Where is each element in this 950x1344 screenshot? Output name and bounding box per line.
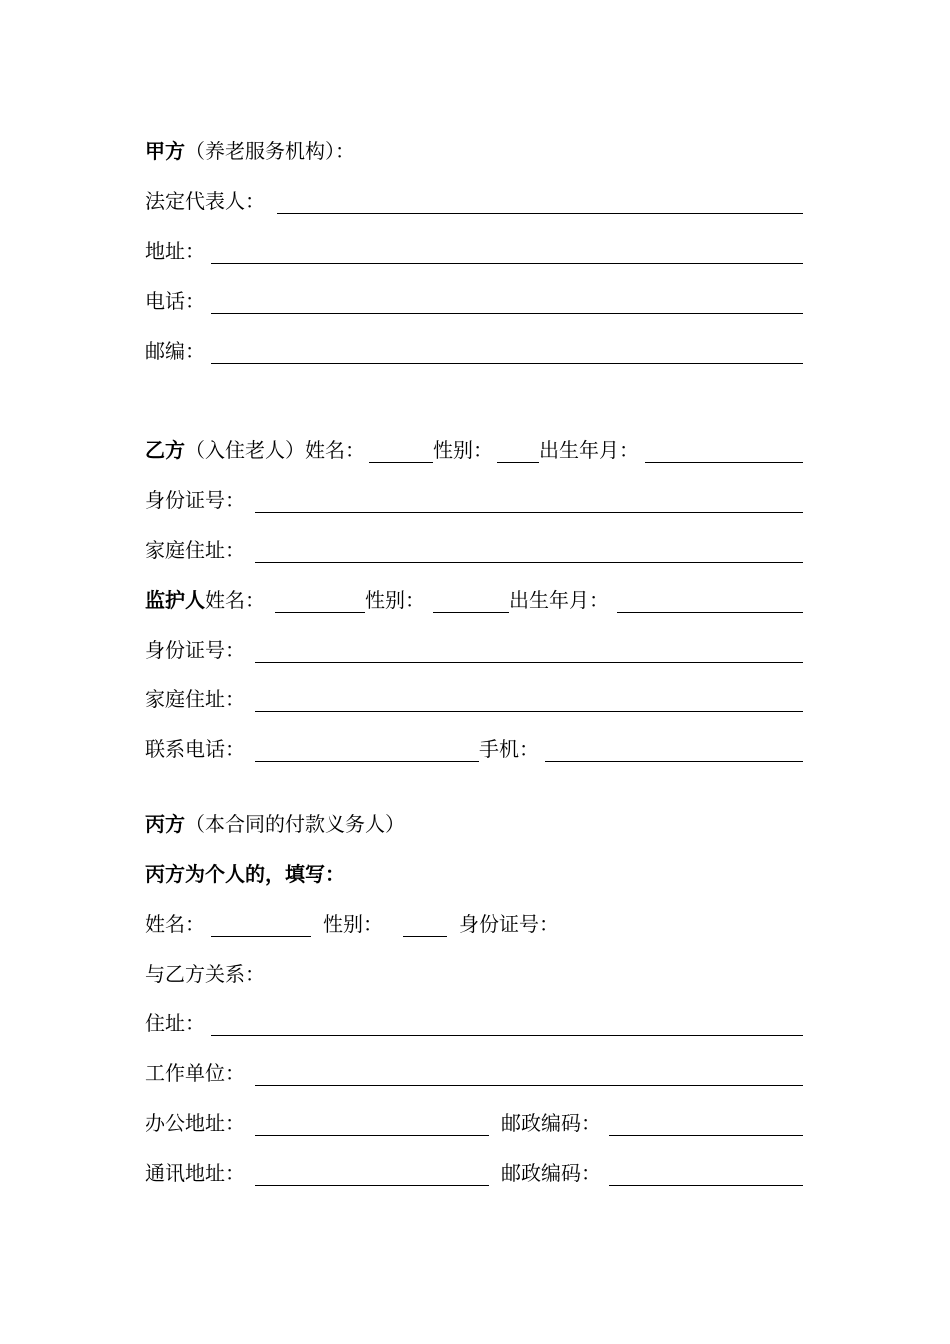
party-a-address-label: 地址： <box>145 239 205 263</box>
party-a-postcode-label: 邮编： <box>145 339 205 363</box>
party-c-address-field[interactable] <box>211 1013 803 1036</box>
party-b-birth-field[interactable] <box>645 440 803 463</box>
party-b-home-address-label: 家庭住址： <box>145 538 245 562</box>
party-a-heading-row <box>145 138 803 164</box>
party-c-name-label: 姓名： <box>145 912 205 936</box>
party-c-office-address-label: 办公地址： <box>145 1111 245 1135</box>
party-a-phone-row <box>145 288 803 314</box>
party-c-work-unit-label: 工作单位： <box>145 1061 245 1085</box>
contact-phone-field[interactable] <box>255 739 479 762</box>
guardian-id-label: 身份证号： <box>145 638 245 662</box>
party-c-office-postcode-field[interactable] <box>609 1113 803 1136</box>
guardian-heading: 监护人 <box>145 588 205 612</box>
mobile-field[interactable] <box>545 739 803 762</box>
party-c-heading-row <box>145 811 803 837</box>
party-c-address-label: 住址： <box>145 1011 205 1035</box>
party-a-phone-label: 电话： <box>145 289 205 313</box>
party-a-postcode-row <box>145 338 803 364</box>
party-c-office-address-field[interactable] <box>255 1113 489 1136</box>
party-b-heading-row <box>145 437 803 463</box>
party-b-id-field[interactable] <box>255 490 803 513</box>
legal-rep-label: 法定代表人： <box>145 189 265 213</box>
party-c-office-row <box>145 1110 803 1136</box>
party-c-office-postcode-label: 邮政编码： <box>501 1111 601 1135</box>
guardian-home-address-row <box>145 686 803 712</box>
guardian-birth-label: 出生年月： <box>509 588 609 612</box>
party-c-mail-postcode-field[interactable] <box>609 1163 803 1186</box>
party-b-home-address-row <box>145 537 803 563</box>
guardian-contact-row <box>145 736 803 762</box>
party-b-heading: 乙方 <box>145 438 185 462</box>
party-a-address-row <box>145 238 803 264</box>
party-a-heading-note: （养老服务机构）： <box>185 139 355 163</box>
party-c-work-unit-field[interactable] <box>255 1063 803 1086</box>
legal-rep-field[interactable] <box>277 191 803 214</box>
party-c-relation-row <box>145 961 803 987</box>
mobile-label: 手机： <box>479 737 539 761</box>
party-c-id-label: 身份证号： <box>459 912 559 936</box>
legal-rep-row <box>145 188 803 214</box>
party-b-id-label: 身份证号： <box>145 488 245 512</box>
party-c-gender-label: 性别： <box>323 912 383 936</box>
party-b-birth-label: 出生年月： <box>539 438 639 462</box>
party-c-heading: 丙方 <box>145 812 185 836</box>
guardian-gender-label: 性别： <box>365 588 425 612</box>
party-c-mail-address-field[interactable] <box>255 1163 489 1186</box>
guardian-id-row <box>145 637 803 663</box>
party-a-heading: 甲方 <box>145 139 185 163</box>
party-c-mail-address-label: 通讯地址： <box>145 1161 245 1185</box>
contact-phone-label: 联系电话： <box>145 737 245 761</box>
party-c-name-field[interactable] <box>211 914 311 937</box>
party-c-mail-postcode-label: 邮政编码： <box>501 1161 601 1185</box>
party-c-heading-note: （本合同的付款义务人） <box>185 812 405 836</box>
party-b-name-field[interactable] <box>369 440 433 463</box>
guardian-name-label: 姓名： <box>205 588 265 612</box>
party-a-postcode-field[interactable] <box>211 341 803 364</box>
guardian-gender-field[interactable] <box>433 590 509 613</box>
party-c-work-unit-row <box>145 1060 803 1086</box>
party-c-relation-label: 与乙方关系： <box>145 962 265 986</box>
guardian-id-field[interactable] <box>255 640 803 663</box>
party-b-gender-field[interactable] <box>497 440 539 463</box>
party-c-name-row <box>145 911 803 937</box>
party-c-mail-row <box>145 1160 803 1186</box>
party-a-phone-field[interactable] <box>211 291 803 314</box>
guardian-birth-field[interactable] <box>617 590 803 613</box>
party-b-id-row <box>145 487 803 513</box>
party-b-heading-note: （入住老人）姓名： <box>185 438 365 462</box>
party-c-address-row <box>145 1010 803 1036</box>
party-c-individual-heading: 丙方为个人的，填写： <box>145 862 345 886</box>
guardian-home-address-label: 家庭住址： <box>145 687 245 711</box>
party-a-address-field[interactable] <box>211 241 803 264</box>
party-b-home-address-field[interactable] <box>255 540 803 563</box>
party-c-gender-field[interactable] <box>403 914 447 937</box>
guardian-name-field[interactable] <box>275 590 365 613</box>
guardian-home-address-field[interactable] <box>255 689 803 712</box>
party-b-gender-label: 性别： <box>433 438 493 462</box>
guardian-row <box>145 587 803 613</box>
party-c-individual-row <box>145 861 803 887</box>
